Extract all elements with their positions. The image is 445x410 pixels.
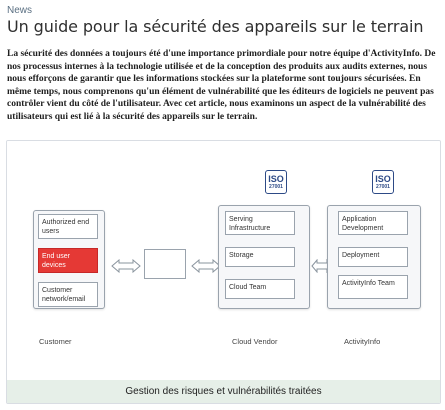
activityinfo-team-box: ActivityInfo Team: [338, 275, 408, 299]
deployment-box: Deployment: [338, 247, 408, 267]
bidirectional-arrow-icon: [191, 259, 221, 273]
iso-badge-text: ISO: [268, 173, 284, 184]
figure-caption: Gestion des risques et vulnérabilités traitées: [7, 380, 440, 403]
authorized-end-users-box: Authorized end users: [38, 214, 98, 239]
cloud-team-box: Cloud Team: [225, 279, 295, 299]
activityinfo-label: ActivityInfo: [344, 337, 381, 346]
customer-label: Customer: [39, 337, 72, 346]
end-user-devices-box: End user devices: [38, 248, 98, 273]
bidirectional-arrow-icon: [111, 259, 141, 273]
iso-badge-number: 27001: [269, 183, 283, 190]
iso-27001-badge: [372, 170, 394, 194]
diagram-figure: [6, 140, 441, 404]
storage-box: Storage: [225, 247, 295, 267]
serving-infrastructure-box: Serving Infrastructure: [225, 211, 295, 235]
application-development-box: Application Development: [338, 211, 408, 235]
iso-badge-text: ISO: [375, 173, 391, 184]
news-category[interactable]: News: [7, 5, 33, 16]
cloud-vendor-label: Cloud Vendor: [232, 337, 278, 346]
public-network-box: [144, 249, 186, 279]
article-intro: La sécurité des données a toujours été d'une importance primordiale pour notre équipe d'ActivityInfo. De nos processus internes à la technologie utilisée et de la conception des produits aux audits externes, nous nous efforçons de garantir que les informations stockées sur la plateforme sont toujours sécurisées. En même temps, nous comprenons qu'un élément de vulnérabilité que les éditeurs de logiciels ne peuvent pas contrôler vient du côté de l'utilisateur. Avec cet article, nous examinons un aspect de la vulnérabilité des utilisateurs qui est lié à la sécurité des appareils sur le terrain.: [7, 49, 436, 122]
security-diagram: [7, 141, 440, 380]
article-title: Un guide pour la sécurité des appareils sur le terrain: [7, 17, 424, 36]
iso-27001-badge: [265, 170, 287, 194]
iso-badge-number: 27001: [376, 183, 390, 190]
customer-network-box: Customer network/email: [38, 282, 98, 307]
